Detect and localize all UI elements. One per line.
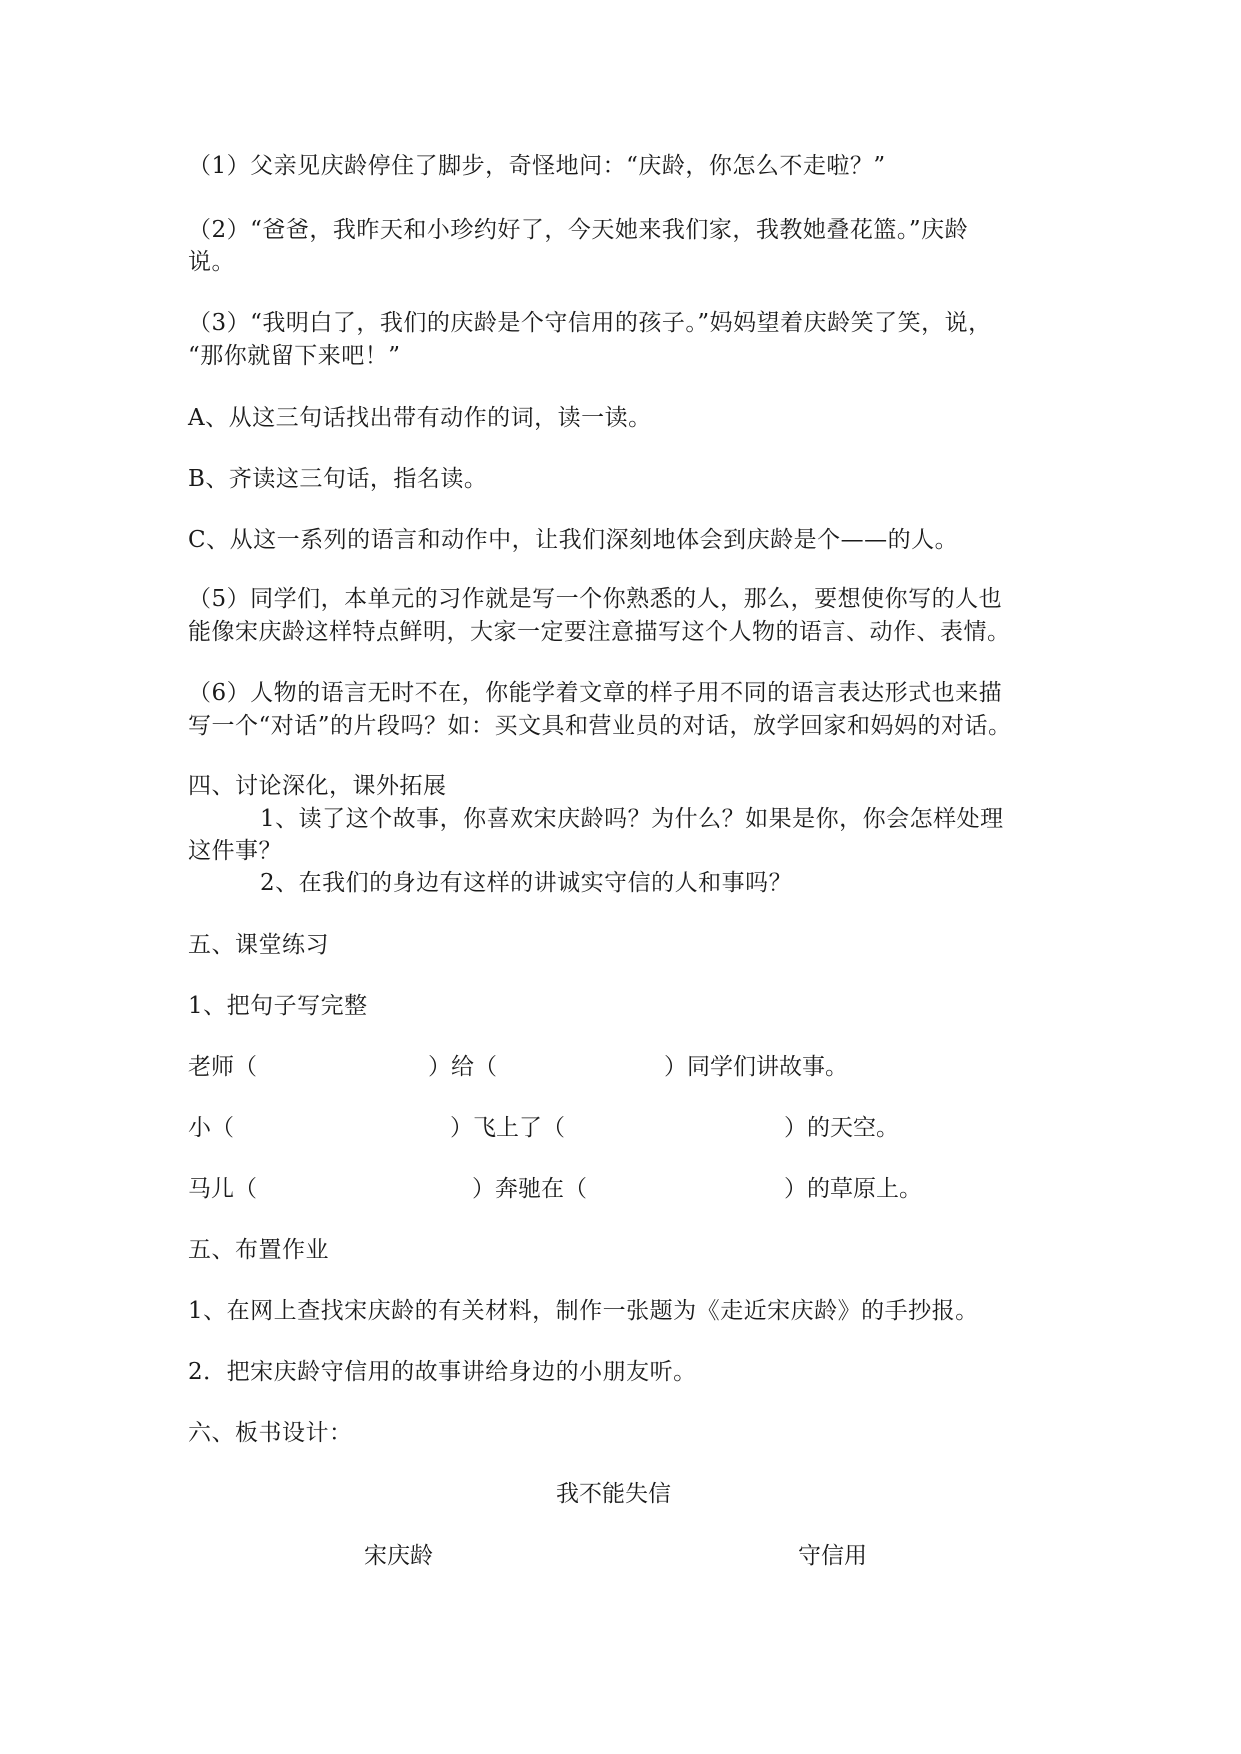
fill-in-row-2-part-3: ）的天空。 bbox=[784, 1115, 899, 1141]
homework-item-1: 1、在网上查找宋庆龄的有关材料，制作一张题为《走近宋庆龄》的手抄报。 bbox=[188, 1298, 979, 1324]
fill-in-row-1-part-1: 老师（ bbox=[188, 1054, 257, 1080]
sentence-2-line-1: （2）“爸爸，我昨天和小珍约好了，今天她来我们家，我教她叠花篮。”庆龄 bbox=[188, 217, 969, 243]
fill-in-row-1-part-3: ）同学们讲故事。 bbox=[664, 1054, 848, 1080]
board-left-label: 宋庆龄 bbox=[364, 1543, 433, 1569]
practice-task: 1、把句子写完整 bbox=[188, 993, 368, 1019]
paragraph-6-line-1: （6）人物的语言无时不在，你能学着文章的样子用不同的语言表达形式也来描 bbox=[188, 680, 1003, 706]
sentence-3-line-2: “那你就留下来吧！” bbox=[188, 343, 401, 369]
fill-in-row-1-part-2: ）给（ bbox=[428, 1054, 497, 1080]
task-b: B、齐读这三句话，指名读。 bbox=[188, 466, 488, 492]
section-heading-board: 六、板书设计： bbox=[188, 1420, 353, 1446]
sentence-2-line-2: 说。 bbox=[188, 249, 235, 275]
fill-in-row-3-part-1: 马儿（ bbox=[188, 1176, 257, 1202]
fill-in-row-3-part-2: ）奔驰在（ bbox=[472, 1176, 587, 1202]
board-title: 我不能失信 bbox=[556, 1481, 671, 1507]
discussion-question-1-line-1: 1、读了这个故事，你喜欢宋庆龄吗？为什么？如果是你，你会怎样处理 bbox=[260, 806, 1004, 832]
fill-in-row-3-part-3: ）的草原上。 bbox=[784, 1176, 922, 1202]
section-heading-discussion: 四、讨论深化，课外拓展 bbox=[188, 773, 447, 799]
homework-item-2: 2．把宋庆龄守信用的故事讲给身边的小朋友听。 bbox=[188, 1359, 697, 1385]
section-heading-homework: 五、布置作业 bbox=[188, 1237, 329, 1263]
section-heading-practice: 五、课堂练习 bbox=[188, 932, 329, 958]
fill-in-row-2-part-1: 小（ bbox=[188, 1115, 234, 1141]
discussion-question-1-line-2: 这件事？ bbox=[188, 838, 282, 864]
fill-in-row-2-part-2: ）飞上了（ bbox=[450, 1115, 565, 1141]
task-c: C、从这一系列的语言和动作中，让我们深刻地体会到庆龄是个——的人。 bbox=[188, 527, 959, 553]
paragraph-5-line-1: （5）同学们，本单元的习作就是写一个你熟悉的人，那么，要想使你写的人也 bbox=[188, 586, 1003, 612]
sentence-3-line-1: （3）“我明白了，我们的庆龄是个守信用的孩子。”妈妈望着庆龄笑了笑，说， bbox=[188, 310, 992, 336]
task-a: A、从这三句话找出带有动作的词，读一读。 bbox=[188, 405, 652, 431]
paragraph-6-line-2: 写一个“对话”的片段吗？如：买文具和营业员的对话，放学回家和妈妈的对话。 bbox=[188, 713, 1012, 739]
paragraph-5-line-2: 能像宋庆龄这样特点鲜明，大家一定要注意描写这个人物的语言、动作、表情。 bbox=[188, 619, 1011, 645]
sentence-1: （1）父亲见庆龄停住了脚步，奇怪地问：“庆龄，你怎么不走啦？” bbox=[188, 153, 886, 179]
discussion-question-2: 2、在我们的身边有这样的讲诚实守信的人和事吗？ bbox=[260, 870, 793, 896]
board-right-label: 守信用 bbox=[798, 1543, 867, 1569]
